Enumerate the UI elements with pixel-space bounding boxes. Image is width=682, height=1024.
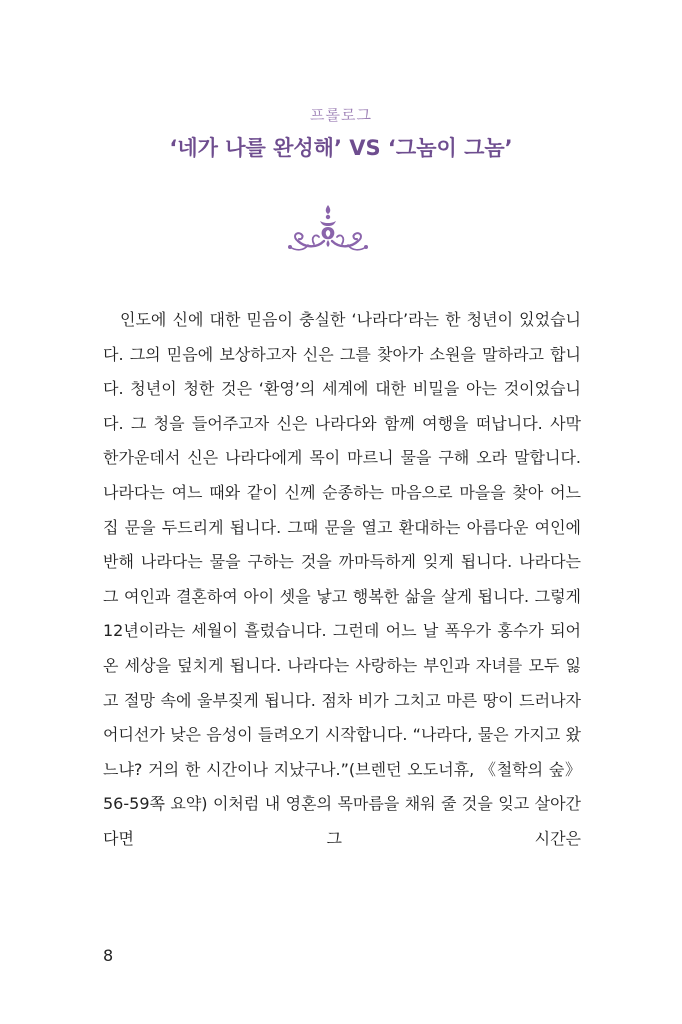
chapter-title: ‘네가 나를 완성해’ VS ‘그놈이 그놈’ [169,136,513,160]
section-label: 프롤로그 [310,106,372,124]
page-number: 8 [103,946,114,965]
body-paragraph: 인도에 신에 대한 믿음이 충실한 ‘나라다’라는 한 청년이 있었습니다. 그의 믿음에 보상하고자 신은 그를 찾아가 소원을 말하라고 합니다. 청년이 청한 것은 ‘환영’의 세계에 대한 비밀을 아는 것이었습니다. 그 청을 들어주고자 신은 나라다와 함께 여행을 떠납니다. 사막 한가운데서 신은 나라다에게 목이 마르니 물을 구해 오라 말합니다. 나라다는 여느 때와 같이 신께 순종하는 마음으로 마을을 찾아 어느 집 문을 두드리게 됩니다. 그때 문을 열고 환대하는 아름다운 여인에 반해 나라다는 물을 구하는 것을 까마득하게 잊게 됩니다. 나라다는 그 여인과 결혼하여 아이 셋을 낳고 행복한 삶을 살게 됩니다. 그렇게 12년이라는 세월이 흘렀습니다. 그런데 어느 날 폭우가 홍수가 되어 온 세상을 덮치게 됩니다. 나라다는 사랑하는 부인과 자녀를 모두 잃고 절망 속에 울부짖게 됩니다. 점차 비가 그치고 마른 땅이 드러나자 어디선가 낮은 음성이 들려오기 시작합니다. “나라다, 물은 가지고 왔느냐? 거의 한 시간이나 지났구나.”(브렌던 오도너휴, 《철학의 숲》 56-59쪽 요약) 이처럼 내 영혼의 목마름을 채워 줄 것을 잊고 살아간다면 그 시간은 [103,310,581,848]
flourish-ornament-icon [286,203,370,259]
